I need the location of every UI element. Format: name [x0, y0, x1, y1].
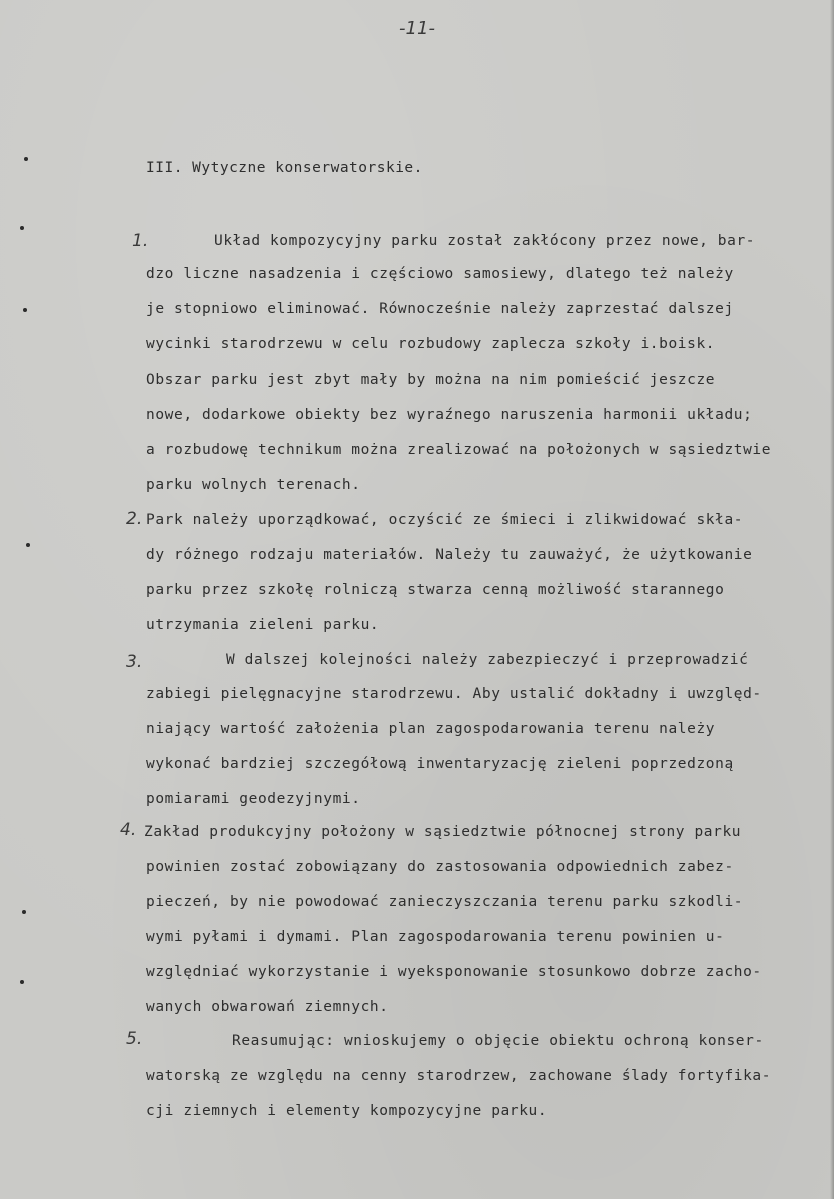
paragraph-line: względniać wykorzystanie i wyeksponowanie stosunkowo dobrze zacho- — [146, 964, 762, 980]
item-number: 4. — [120, 820, 137, 840]
item-number: 2. — [126, 509, 143, 529]
paragraph-line: wanych obwarowań ziemnych. — [146, 999, 389, 1015]
paragraph-line: dzo liczne nasadzenia i częściowo samosiewy, dlatego też należy — [146, 266, 734, 282]
page-number: -11- — [399, 18, 435, 39]
paragraph-line: Zakład produkcyjny położony w sąsiedztwie północnej strony parku — [144, 824, 742, 840]
item-number: 3. — [126, 652, 143, 672]
paragraph-line: wymi pyłami i dymami. Plan zagospodarowania terenu powinien u- — [146, 929, 725, 945]
paragraph-line: Układ kompozycyjny parku został zakłócony przez nowe, bar- — [214, 233, 756, 249]
page-edge-shadow — [830, 0, 834, 1199]
binder-mark — [22, 910, 26, 914]
binder-mark — [24, 157, 28, 161]
paragraph-line: pieczeń, by nie powodować zanieczyszczania terenu parku szkodli- — [146, 894, 744, 910]
paragraph-line: utrzymania zieleni parku. — [146, 617, 380, 633]
binder-mark — [26, 543, 30, 547]
paragraph-line: niający wartość założenia plan zagospodarowania terenu należy — [146, 721, 716, 737]
item-number: 5. — [126, 1029, 143, 1049]
paragraph-line: parku wolnych terenach. — [146, 477, 361, 493]
paragraph-line: wykonać bardziej szczegółową inwentaryzację zieleni poprzedzoną — [146, 756, 734, 772]
section-title: III. Wytyczne konserwatorskie. — [146, 160, 423, 176]
paragraph-line: pomiarami geodezyjnymi. — [146, 791, 361, 807]
paragraph-line: cji ziemnych i elementy kompozycyjne parku. — [146, 1103, 548, 1119]
paragraph-line: watorską ze względu na cenny starodrzew, zachowane ślady fortyfika- — [146, 1068, 772, 1084]
paragraph-line: a rozbudowę technikum można zrealizować na położonych w sąsiedztwie — [146, 442, 772, 458]
paragraph-line: parku przez szkołę rolniczą stwarza cenną możliwość starannego — [146, 582, 725, 598]
paragraph-line: Obszar parku jest zbyt mały by można na nim pomieścić jeszcze — [146, 372, 716, 388]
paragraph-line: je stopniowo eliminować. Równocześnie należy zaprzestać dalszej — [146, 301, 734, 317]
paragraph-line: nowe, dodarkowe obiekty bez wyraźnego naruszenia harmonii układu; — [146, 407, 753, 423]
binder-mark — [20, 226, 24, 230]
paragraph-line: W dalszej kolejności należy zabezpieczyć i przeprowadzić — [226, 652, 749, 668]
paragraph-line: zabiegi pielęgnacyjne starodrzewu. Aby ustalić dokładny i uwzględ- — [146, 686, 762, 702]
binder-mark — [23, 308, 27, 312]
paragraph-line: dy różnego rodzaju materiałów. Należy tu zauważyć, że użytkowanie — [146, 547, 753, 563]
item-number: 1. — [132, 231, 149, 251]
paragraph-line: wycinki starodrzewu w celu rozbudowy zaplecza szkoły i.boisk. — [146, 336, 716, 352]
binder-mark — [20, 980, 24, 984]
paragraph-line: Reasumując: wnioskujemy o objęcie obiektu ochroną konser- — [232, 1033, 764, 1049]
paragraph-line: Park należy uporządkować, oczyścić ze śmieci i zlikwidować skła- — [146, 512, 744, 528]
paragraph-line: powinien zostać zobowiązany do zastosowania odpowiednich zabez- — [146, 859, 734, 875]
